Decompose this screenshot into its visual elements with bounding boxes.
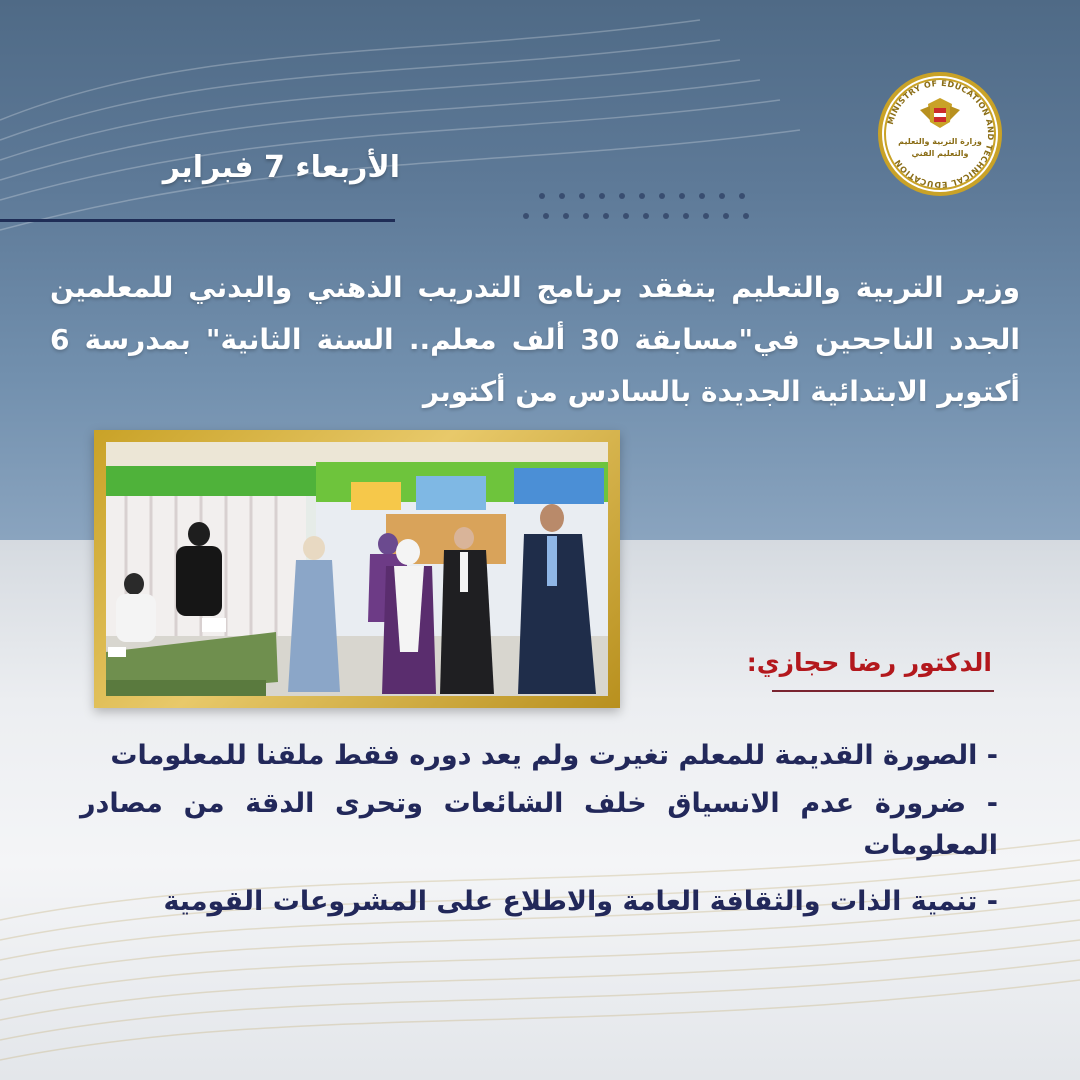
date-underline bbox=[0, 219, 395, 222]
classroom-scene bbox=[106, 442, 608, 696]
classroom-photo bbox=[106, 442, 608, 696]
svg-text:والتعليم الفني: والتعليم الفني bbox=[911, 149, 969, 158]
ministry-logo bbox=[876, 70, 1004, 198]
quote-item: - تنمية الذات والثقافة العامة والاطلاع على المشروعات القومية bbox=[163, 886, 998, 917]
quote-item: - ضرورة عدم الانسياق خلف الشائعات وتحرى الدقة من مصادر المعلومات bbox=[80, 788, 998, 861]
headline: وزير التربية والتعليم يتفقد برنامج التدريب الذهني والبدني للمعلمين الجدد الناجحين في"مسابقة 30 ألف معلم.. السنة الثانية" بمدرسة 6 أكتوبر الابتدائية الجديدة بالسادس من أكتوبر bbox=[50, 271, 1021, 408]
decorative-dots bbox=[520, 190, 760, 226]
speaker-underline bbox=[772, 690, 994, 692]
quotes-list bbox=[80, 735, 998, 923]
photo-frame bbox=[94, 430, 620, 708]
speaker-name: الدكتور رضا حجازي: bbox=[746, 648, 992, 677]
svg-text:MINISTRY OF EDUCATION AND TECH: MINISTRY OF EDUCATION AND TECHNICAL EDUCATION bbox=[885, 78, 996, 190]
date-label: الأربعاء 7 فبراير bbox=[162, 150, 400, 185]
svg-text:وزارة التربية والتعليم: وزارة التربية والتعليم bbox=[898, 137, 982, 146]
quote-item: - الصورة القديمة للمعلم تغيرت ولم يعد دوره فقط ملقنا للمعلومات bbox=[110, 740, 998, 771]
